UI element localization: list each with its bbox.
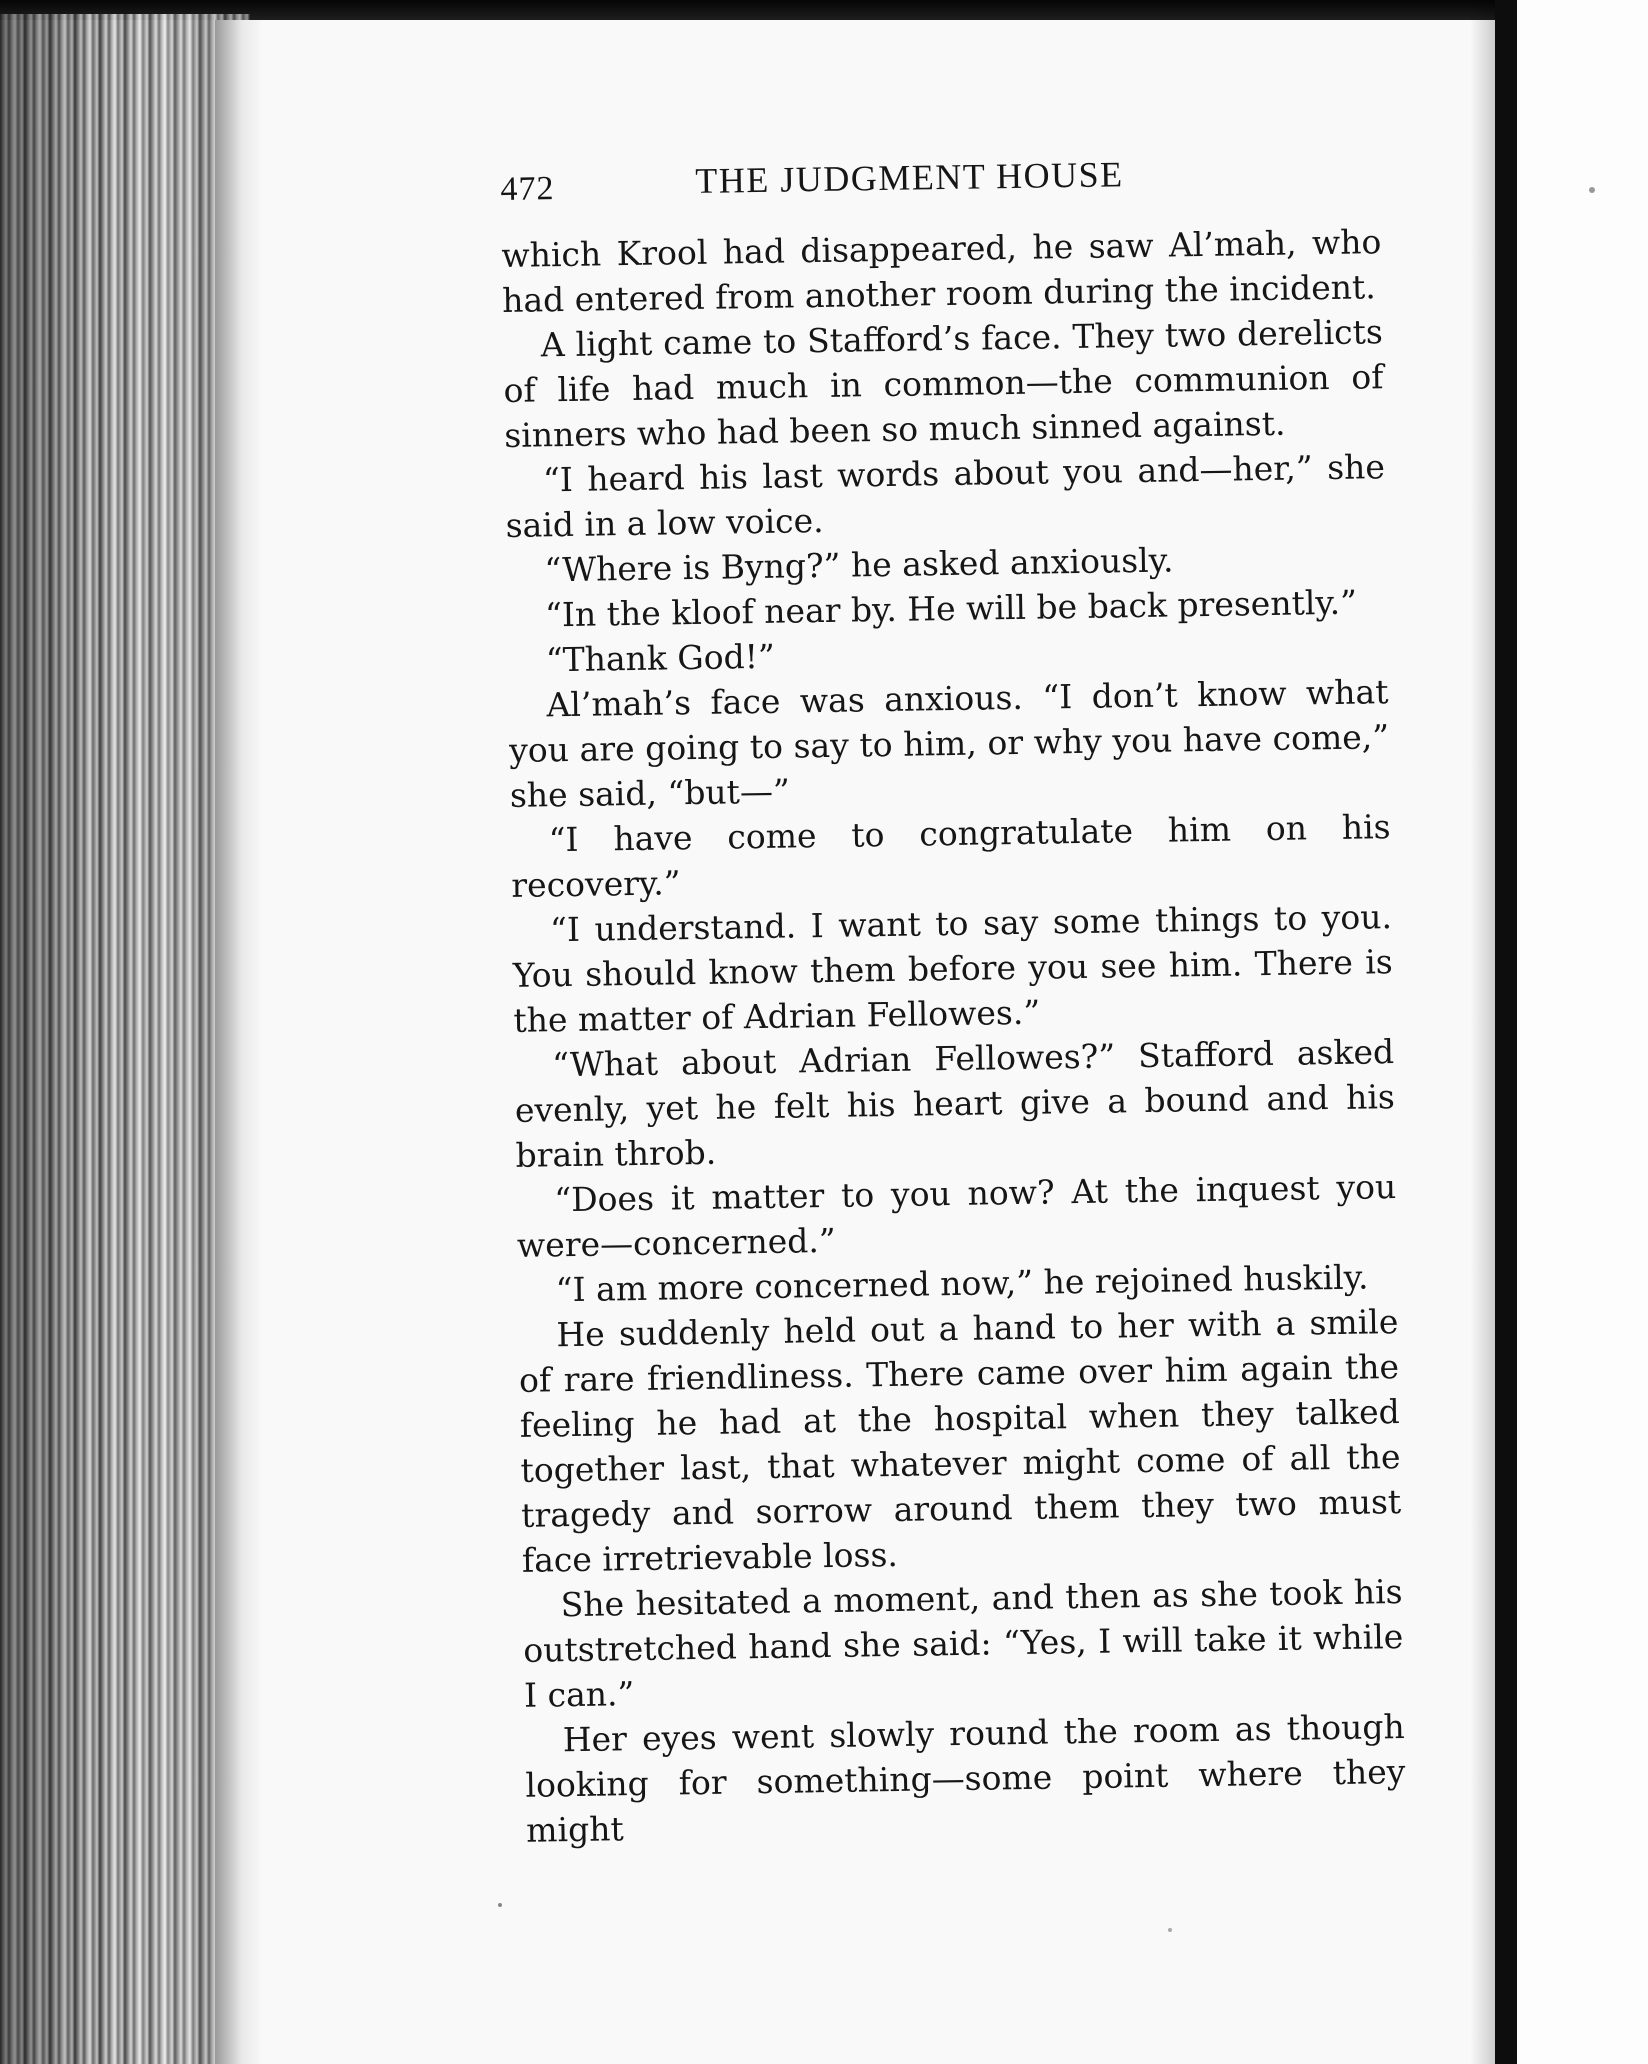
paragraph: “Where is Byng?” he asked anxiously. [544,540,1174,590]
book-spine [1495,0,1517,2064]
paragraph: He suddenly held out a hand to her with a smile of rare friendliness. There came over him again the feeling he had at the hospital when they talked together last, that whatever might come of all the tragedy and sorrow around them they two must face irretrievable loss. [518,1302,1402,1580]
spine-shadow [1470,0,1495,2064]
page-text-block [500,149,1406,1853]
running-title: THE JUDGMENT HOUSE [694,154,1124,201]
paragraph: “In the kloof near by. He will be back presently.” [544,582,1358,635]
paragraph: A light came to Stafford’s face. They two derelicts of life had much in common—the communion of sinners who had been so much sinned against. [503,312,1384,455]
book-edge-shading [0,14,250,2064]
paragraph: Her eyes went slowly round the room as though looking for something—some point where they might [525,1706,1406,1850]
paragraph: “I have come to congratulate him on his recovery.” [511,807,1391,905]
paragraph: “I am more concerned now,” he rejoined huskily. [555,1257,1369,1310]
paragraph: “What about Adrian Fellowes?” Stafford asked evenly, yet he felt his heart give a bound and his brain throb. [514,1032,1396,1175]
paragraph: “I understand. I want to say some things to you. You should know them before you see him. There is the matter of Adrian Fellowes.” [512,897,1393,1040]
page-gutter [215,20,260,2064]
paragraph: “Does it matter to you now? At the inquest you were—concerned.” [516,1167,1397,1265]
paragraph: Al’mah’s face was anxious. “I don’t know what you are going to say to him, or why you have come,” she said, “but—” [508,672,1390,815]
paragraph: which Krool had disappeared, he saw Al’mah, who had entered from another room during the incident. [501,222,1382,320]
page-number: 472 [500,170,555,208]
facing-page-edge [1517,0,1648,2064]
paragraph: “Thank God!” [545,636,776,680]
paragraph: She hesitated a moment, and then as she took his outstretched hand she said: “Yes, I will take it while I can.” [523,1572,1404,1715]
body-text [501,219,1406,1853]
paragraph: “I heard his last words about you and—her,” she said in a low voice. [505,447,1386,545]
